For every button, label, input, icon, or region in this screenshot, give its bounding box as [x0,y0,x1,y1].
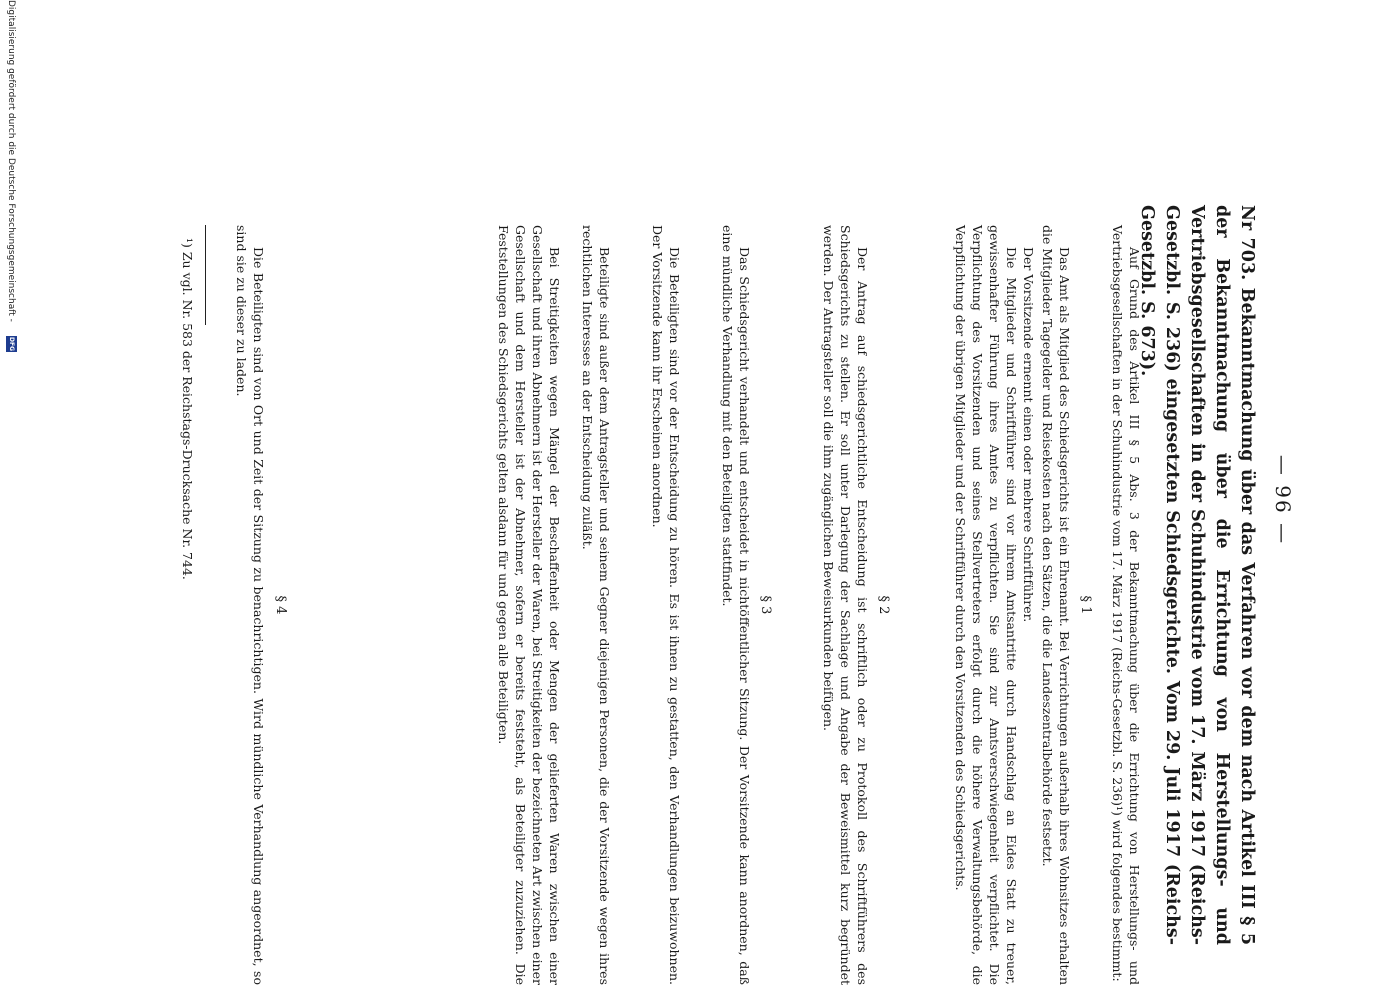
section-3-paragraph-1: Das Schiedsgericht verhandelt und entscheidet in nichtöffentlicher Sitzung. Der Vorsitzende kann anordnen, daß eine mündliche Verhandlung mit den Beteiligten stattfindet. [720,225,752,985]
section-heading-3: § 3 [758,595,773,615]
section-heading-4: § 4 [273,595,288,615]
page-number: — 96 — [1271,454,1295,546]
section-3-paragraph-3: Beteiligte sind außer dem Antragsteller und seinem Gegner diejenigen Personen, die der Vorsitzende wegen ihres rechtlichen Interesses an der Entscheidung zuläßt. [580,225,612,985]
funding-notice [0,0,20,1000]
dfg-logo: DFG [8,336,15,351]
footnote-divider [205,225,206,325]
section-1-paragraph-2: Der Vorsitzende ernennt einen oder mehrere Schriftführer. [1021,247,1036,623]
intro-paragraph: Auf Grund des Artikel III § 5 Abs. 3 der Bekanntmachung über die Errichtung von Herstellungs- und Vertriebsgesellschaften in der Schuhindustrie vom 17. März 1917 (Reichs-Gesetzbl. S. 236)¹) wird folgendes bestimmt: [1110,225,1142,985]
section-1-paragraph-1: Das Amt als Mitglied des Schiedsgerichts ist ein Ehrenamt. Bei Verrichtungen außerhalb ihres Wohnsitzes erhalten die Mitglieder Tagegelder und Reisekosten nach den Sätzen, die die Landeszentralbehörde festsetzt. [1040,225,1072,985]
section-4-paragraph-1: Die Beteiligten sind von Ort und Zeit der Sitzung zu benachrichtigen. Wird mündliche Verhandlung angeordnet, so sind sie zu dieser zu laden. [234,225,266,985]
section-2-paragraph-1: Der Antrag auf schiedsgerichtliche Entscheidung ist schriftlich oder zu Protokoll des Schriftführers des Schiedsgerichts zu stellen. Er soll unter Darlegung der Sachlage und Angabe der Beweismittel kurz begründet werden. Der Antragsteller soll die ihm zugänglichen Beweisurkunden beifügen. [821,225,870,985]
section-heading-2: § 2 [876,595,891,615]
section-heading-1: § 1 [1078,595,1093,615]
section-3-paragraph-2: Die Beteiligten sind vor der Entscheidung zu hören. Es ist ihnen zu gestatten, den Verhandlungen beizuwohnen. Der Vorsitzende kann ihr Erscheinen anordnen. [650,225,682,985]
funding-notice-text: Digitalisierung gefördert durch die Deutsche Forschungsgemeinschaft - [6,0,16,322]
footnote: ¹) Zu vgl. Nr. 583 der Reichstags-Drucksache Nr. 744. [180,238,195,580]
document-title: Nr 703. Bekanntmachung über das Verfahren vor dem nach Artikel III § 5 der Bekanntmachung über die Errichtung von Herstellungs- und Vertriebsgesellschaften in der Schuhindustrie vom 17. März 1917 (Reichs-Gesetzbl. S. 236) eingesetzten Schiedsgerichte. Vom 29. Juli 1917 (Reichs-Gesetzbl. S. 673). [1137,205,1257,945]
section-3-paragraph-4: Bei Streitigkeiten wegen Mängel der Beschaffenheit oder Mengen der gelieferten Waren zwischen einer Gesellschaft und ihren Abnehmern ist der Hersteller der Waren, bei Streitigkeiten der bezeichneten Art zwischen einer Gesellschaft und dem Hersteller ist der Abnehmer, sofern er bereits feststeht, als Beteiligter zuzuziehen. Die Feststellungen des Schiedsgerichts gelten alsdann für und gegen alle Beteiligten. [496,225,562,985]
section-1-paragraph-3: Die Mitglieder und Schriftführer sind vor ihrem Amtsantritte durch Handschlag an Eides Statt zu treuer, gewissenhafter Führung ihres Amtes zu verpflichten. Sie sind zur Amtsverschwiegenheit verpflichtet. Die Verpflichtung des Vorsitzenden und seines Stellvertreters erfolgt durch die höhere Verwaltungsbehörde, die Verpflichtung der übrigen Mitglieder und der Schriftführer durch den Vorsitzenden des Schiedsgerichts. [953,225,1019,985]
